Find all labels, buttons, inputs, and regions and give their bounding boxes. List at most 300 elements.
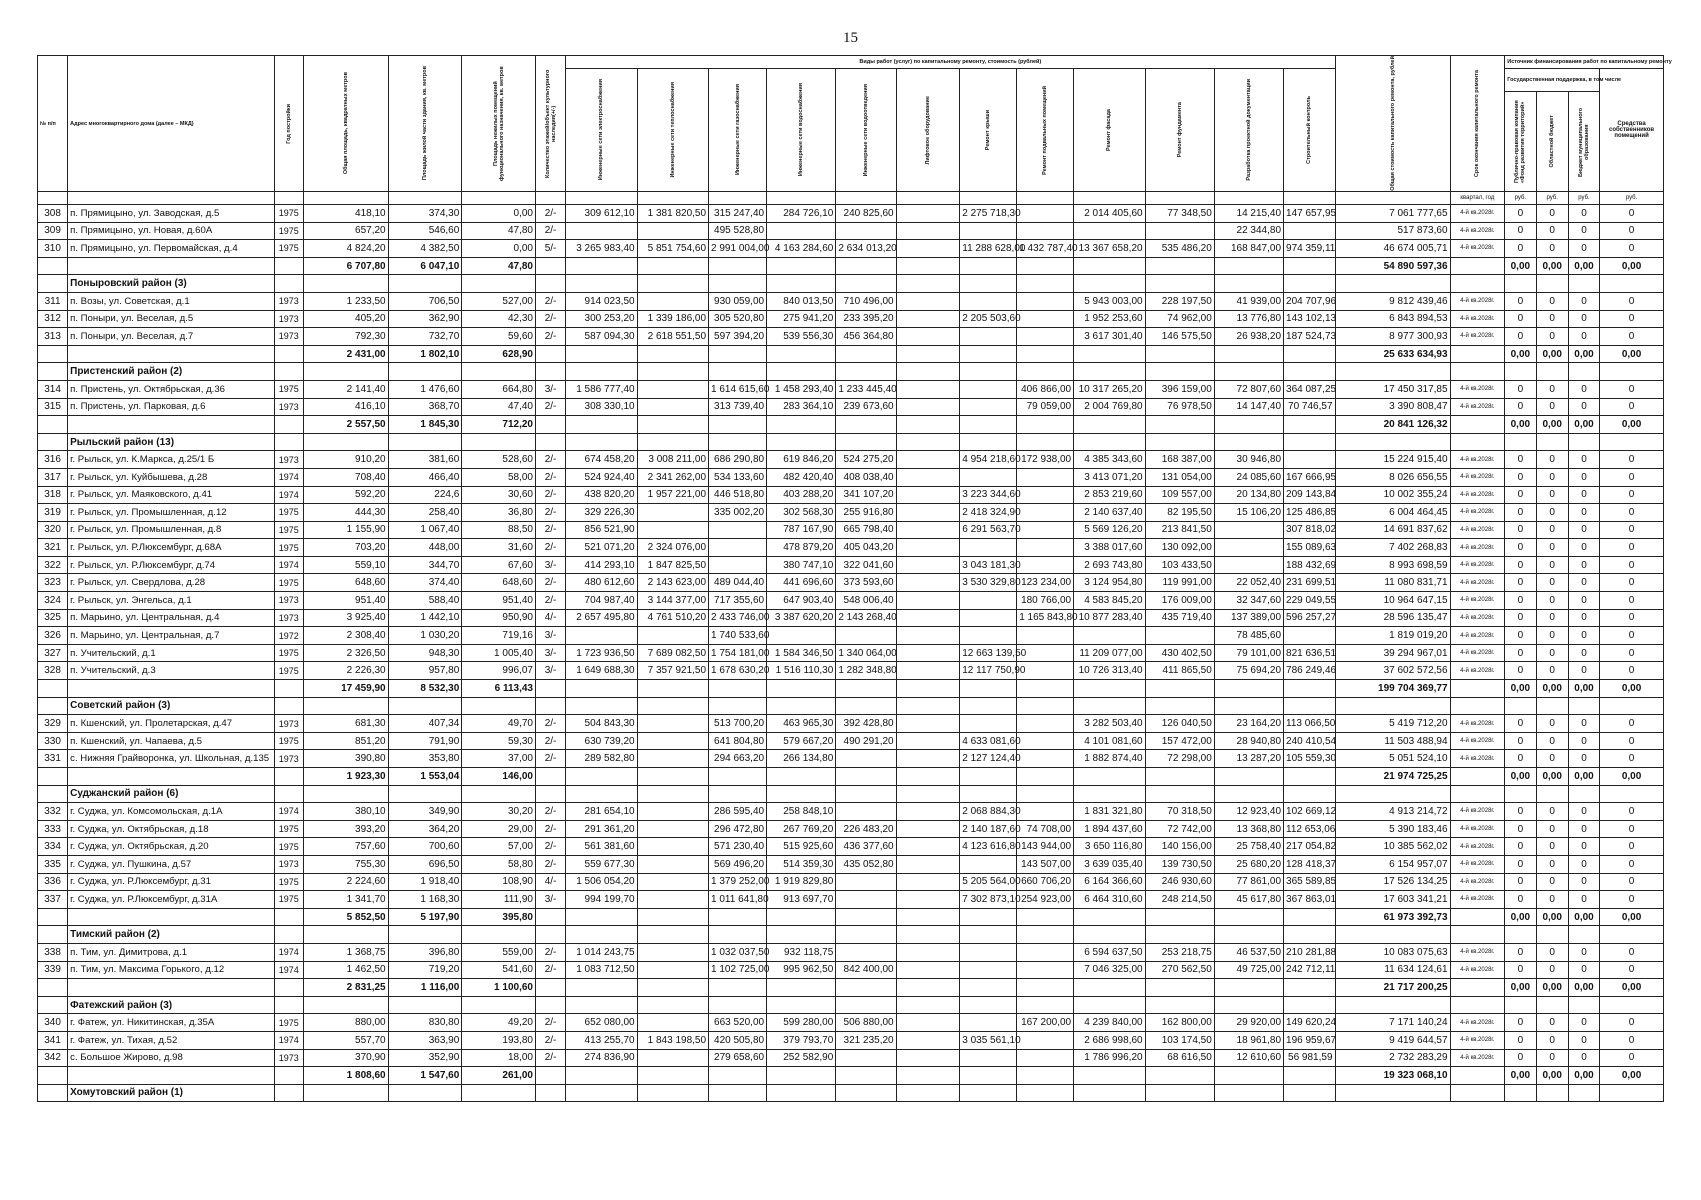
district-blank [960, 433, 1017, 451]
work-roof [960, 592, 1017, 610]
fin-regional: 0 [1536, 205, 1568, 223]
work-electric: 504 843,30 [566, 715, 637, 733]
district-blank [274, 996, 303, 1014]
total-cost-sum: 199 704 369,77 [1335, 680, 1450, 698]
row-nonres-area: 37,00 [462, 750, 536, 768]
district-blank [637, 275, 708, 293]
total-blank [274, 908, 303, 926]
work-roof [960, 292, 1017, 310]
work-roof: 3 530 329,80 [960, 574, 1017, 592]
work-gas: 571 230,40 [709, 838, 767, 856]
row-floors: 4/- [535, 609, 565, 627]
work-water: 302 568,30 [767, 504, 836, 522]
district-name: Хомутовский район (1) [68, 1084, 275, 1102]
work-basement [1017, 803, 1074, 821]
district-blank [462, 996, 536, 1014]
row-nonres-area: 719,16 [462, 627, 536, 645]
row-total-cost: 517 873,60 [1335, 222, 1450, 240]
district-blank [388, 785, 462, 803]
work-heat [637, 838, 708, 856]
district-blank [836, 926, 896, 944]
header-nonres-area: Площадь нежилых помещений функционального назначения, кв. метров [462, 56, 536, 192]
row-year: 1975 [274, 891, 303, 909]
row-year: 1975 [274, 539, 303, 557]
row-total-cost: 8 026 656,55 [1335, 468, 1450, 486]
work-foundation: 411 865,50 [1145, 662, 1214, 680]
total-blank [566, 768, 637, 786]
row-nonres-area: 0,00 [462, 205, 536, 223]
district-blank [637, 697, 708, 715]
fin-municipal: 0 [1568, 240, 1599, 258]
work-water: 379 793,70 [767, 1031, 836, 1049]
row-floors: 2/- [535, 820, 565, 838]
total-blank [767, 680, 836, 698]
work-sewer: 490 291,20 [836, 732, 896, 750]
total-blank [960, 257, 1017, 275]
work-roof: 6 291 563,70 [960, 521, 1017, 539]
district-blank [303, 996, 388, 1014]
row-number: 332 [38, 803, 68, 821]
fin-owners: 0 [1600, 504, 1664, 522]
work-lift [896, 732, 960, 750]
work-sewer: 240 825,60 [836, 205, 896, 223]
row-total-area: 1 368,75 [303, 943, 388, 961]
total-blank [566, 1067, 637, 1085]
fin-owners: 0 [1600, 539, 1664, 557]
total-blank [1145, 345, 1214, 363]
district-blank [896, 785, 960, 803]
work-gas: 597 394,20 [709, 328, 767, 346]
row-deadline: 4-й кв.2028г. [1450, 820, 1505, 838]
row-address: п. Кшенский, ул. Пролетарская, д.47 [68, 715, 275, 733]
work-design: 25 680,20 [1214, 855, 1283, 873]
header-state-support: Государственная поддержка, в том числе [1505, 69, 1600, 92]
work-facade: 5 943 003,00 [1074, 292, 1145, 310]
work-basement: 180 766,00 [1017, 592, 1074, 610]
total-cost-sum: 21 717 200,25 [1335, 979, 1450, 997]
work-gas: 1 740 533,60 [709, 627, 767, 645]
row-floors: 2/- [535, 574, 565, 592]
work-sewer [836, 222, 896, 240]
total-blank [274, 345, 303, 363]
work-electric: 561 381,60 [566, 838, 637, 856]
district-blank [1505, 363, 1536, 381]
total-blank [535, 416, 565, 434]
district-blank [1536, 926, 1568, 944]
work-facade: 3 650 116,80 [1074, 838, 1145, 856]
district-blank [1600, 697, 1664, 715]
row-address: г. Суджа, ул. Р.Люксембург, д.31А [68, 891, 275, 909]
work-water: 258 848,10 [767, 803, 836, 821]
row-deadline: 4-й кв.2028г. [1450, 292, 1505, 310]
work-basement [1017, 486, 1074, 504]
district-blank [1505, 697, 1536, 715]
total-blank [38, 345, 68, 363]
district-blank [274, 433, 303, 451]
work-gas: 930 059,00 [709, 292, 767, 310]
district-blank [1505, 996, 1536, 1014]
district-blank [535, 697, 565, 715]
living-area-sum: 8 532,30 [388, 680, 462, 698]
work-sewer [836, 750, 896, 768]
work-heat [637, 820, 708, 838]
district-blank [274, 1084, 303, 1102]
header-work-design: Разработка проектной документации [1214, 69, 1283, 192]
total-cost-sum: 21 974 725,25 [1335, 768, 1450, 786]
work-lift [896, 627, 960, 645]
district-blank [462, 1084, 536, 1102]
row-living-area: 448,00 [388, 539, 462, 557]
work-facade: 4 239 840,00 [1074, 1014, 1145, 1032]
work-roof: 2 068 884,30 [960, 803, 1017, 821]
row-floors: 2/- [535, 398, 565, 416]
row-total-cost: 17 603 341,21 [1335, 891, 1450, 909]
district-blank [1536, 996, 1568, 1014]
work-lift [896, 328, 960, 346]
row-address: п. Прямицыно, ул. Заводская, д.5 [68, 205, 275, 223]
row-address: п. Поныри, ул. Веселая, д.5 [68, 310, 275, 328]
fin-sum-owners: 0,00 [1600, 680, 1664, 698]
district-blank [896, 926, 960, 944]
work-design: 28 940,80 [1214, 732, 1283, 750]
work-foundation: 140 156,00 [1145, 838, 1214, 856]
work-control: 204 707,96 [1284, 292, 1336, 310]
row-year: 1975 [274, 644, 303, 662]
row-number: 313 [38, 328, 68, 346]
fin-municipal: 0 [1568, 574, 1599, 592]
district-blank [1145, 926, 1214, 944]
total-blank [836, 345, 896, 363]
total-blank [1214, 768, 1283, 786]
row-address: п. Поныри, ул. Веселая, д.7 [68, 328, 275, 346]
total-row [38, 345, 1664, 363]
work-gas: 305 520,80 [709, 310, 767, 328]
work-sewer: 255 916,80 [836, 504, 896, 522]
row-total-cost: 5 419 712,20 [1335, 715, 1450, 733]
work-design: 12 610,60 [1214, 1049, 1283, 1067]
fin-sum-fund: 0,00 [1505, 416, 1536, 434]
row-number: 309 [38, 222, 68, 240]
district-blank [896, 1084, 960, 1102]
work-foundation: 157 472,00 [1145, 732, 1214, 750]
total-blank [566, 979, 637, 997]
work-gas: 2 991 004,00 [709, 240, 767, 258]
total-blank [566, 908, 637, 926]
row-number: 322 [38, 556, 68, 574]
living-area-sum: 1 845,30 [388, 416, 462, 434]
work-facade: 3 413 071,20 [1074, 468, 1145, 486]
table-row [38, 715, 1664, 733]
total-blank [896, 345, 960, 363]
work-lift [896, 222, 960, 240]
work-facade: 2 004 769,80 [1074, 398, 1145, 416]
row-nonres-area: 0,00 [462, 240, 536, 258]
fin-regional: 0 [1536, 539, 1568, 557]
district-row [38, 1084, 1664, 1102]
header-work-facade: Ремонт фасада [1074, 69, 1145, 192]
living-area-sum: 1 116,00 [388, 979, 462, 997]
row-living-area: 381,60 [388, 451, 462, 469]
district-blank [1536, 433, 1568, 451]
work-control: 307 818,02 [1284, 521, 1336, 539]
district-blank [1335, 275, 1450, 293]
work-control: 229 049,55 [1284, 592, 1336, 610]
header-work-roof: Ремонт крыши [960, 69, 1017, 192]
total-blank [1074, 768, 1145, 786]
district-blank [38, 785, 68, 803]
district-blank [1074, 697, 1145, 715]
row-number: 323 [38, 574, 68, 592]
row-floors: 2/- [535, 328, 565, 346]
row-year: 1975 [274, 222, 303, 240]
row-living-area: 732,70 [388, 328, 462, 346]
work-design: 168 847,00 [1214, 240, 1283, 258]
fin-owners: 0 [1600, 1031, 1664, 1049]
work-basement: 74 708,00 [1017, 820, 1074, 838]
work-electric: 3 265 983,40 [566, 240, 637, 258]
district-blank [1450, 926, 1505, 944]
row-deadline: 4-й кв.2028г. [1450, 521, 1505, 539]
work-foundation: 396 159,00 [1145, 380, 1214, 398]
fin-regional: 0 [1536, 328, 1568, 346]
total-blank [896, 1067, 960, 1085]
work-foundation: 162 800,00 [1145, 1014, 1214, 1032]
work-lift [896, 891, 960, 909]
work-roof: 2 127 124,40 [960, 750, 1017, 768]
district-blank [767, 697, 836, 715]
work-lift [896, 662, 960, 680]
header-work-control: Строительный контроль [1284, 69, 1336, 192]
work-foundation [1145, 627, 1214, 645]
fin-municipal: 0 [1568, 504, 1599, 522]
row-total-area: 418,10 [303, 205, 388, 223]
row-year: 1975 [274, 240, 303, 258]
fin-regional: 0 [1536, 222, 1568, 240]
row-year: 1975 [274, 820, 303, 838]
table-row [38, 468, 1664, 486]
row-year: 1975 [274, 732, 303, 750]
work-gas: 1 032 037,50 [709, 943, 767, 961]
total-blank [637, 257, 708, 275]
total-blank [68, 979, 275, 997]
row-nonres-area: 951,40 [462, 592, 536, 610]
work-control: 128 418,37 [1284, 855, 1336, 873]
row-address: г. Суджа, ул. Комсомольская, д.1А [68, 803, 275, 821]
row-total-area: 951,40 [303, 592, 388, 610]
row-deadline: 4-й кв.2028г. [1450, 240, 1505, 258]
row-year: 1973 [274, 715, 303, 733]
work-water [767, 627, 836, 645]
row-floors: 2/- [535, 943, 565, 961]
work-gas: 420 505,80 [709, 1031, 767, 1049]
work-electric: 652 080,00 [566, 1014, 637, 1032]
row-address: г. Суджа, ул. Октябрьская, д.20 [68, 838, 275, 856]
fin-owners: 0 [1600, 468, 1664, 486]
district-blank [388, 926, 462, 944]
work-foundation: 228 197,50 [1145, 292, 1214, 310]
district-blank [767, 785, 836, 803]
total-blank [38, 416, 68, 434]
work-water: 380 747,10 [767, 556, 836, 574]
fin-regional: 0 [1536, 961, 1568, 979]
district-blank [1074, 275, 1145, 293]
row-total-cost: 5 051 524,10 [1335, 750, 1450, 768]
row-floors: 3/- [535, 891, 565, 909]
unit-rub: руб. [1505, 192, 1536, 205]
work-design: 13 776,80 [1214, 310, 1283, 328]
work-roof [960, 715, 1017, 733]
row-total-area: 2 326,50 [303, 644, 388, 662]
total-blank [1450, 1067, 1505, 1085]
district-blank [1568, 996, 1599, 1014]
work-foundation: 168 387,00 [1145, 451, 1214, 469]
fin-owners: 0 [1600, 592, 1664, 610]
work-basement [1017, 328, 1074, 346]
row-total-cost: 46 674 005,71 [1335, 240, 1450, 258]
work-foundation: 77 348,50 [1145, 205, 1214, 223]
fin-municipal: 0 [1568, 644, 1599, 662]
work-electric: 309 612,10 [566, 205, 637, 223]
total-blank [1450, 768, 1505, 786]
fin-sum-owners: 0,00 [1600, 416, 1664, 434]
fin-owners: 0 [1600, 803, 1664, 821]
total-blank [1284, 1067, 1336, 1085]
district-blank [1214, 275, 1283, 293]
work-facade: 1 882 874,40 [1074, 750, 1145, 768]
work-basement [1017, 715, 1074, 733]
district-blank [1600, 363, 1664, 381]
row-living-area: 791,90 [388, 732, 462, 750]
fin-sum-fund: 0,00 [1505, 979, 1536, 997]
work-heat: 3 144 377,00 [637, 592, 708, 610]
row-total-area: 708,40 [303, 468, 388, 486]
row-address: с. Нижняя Грайворонка, ул. Школьная, д.135 [68, 750, 275, 768]
work-electric: 1 083 712,50 [566, 961, 637, 979]
total-blank [38, 680, 68, 698]
district-blank [896, 275, 960, 293]
row-nonres-area: 36,80 [462, 504, 536, 522]
work-design: 14 215,40 [1214, 205, 1283, 223]
district-name: Советский район (3) [68, 697, 275, 715]
work-roof: 2 205 503,60 [960, 310, 1017, 328]
work-water: 1 584 346,50 [767, 644, 836, 662]
work-control: 113 066,50 [1284, 715, 1336, 733]
fin-fund: 0 [1505, 873, 1536, 891]
fin-regional: 0 [1536, 803, 1568, 821]
fin-sum-owners: 0,00 [1600, 768, 1664, 786]
row-floors: 2/- [535, 961, 565, 979]
work-water: 266 134,80 [767, 750, 836, 768]
work-facade: 3 639 035,40 [1074, 855, 1145, 873]
row-living-area: 362,90 [388, 310, 462, 328]
work-heat [637, 380, 708, 398]
fin-owners: 0 [1600, 310, 1664, 328]
work-heat [637, 521, 708, 539]
district-blank [960, 1084, 1017, 1102]
living-area-sum: 1 547,60 [388, 1067, 462, 1085]
district-blank [896, 697, 960, 715]
row-deadline: 4-й кв.2028г. [1450, 715, 1505, 733]
total-area-sum: 5 852,50 [303, 908, 388, 926]
work-lift [896, 380, 960, 398]
work-water: 482 420,40 [767, 468, 836, 486]
work-foundation: 103 174,50 [1145, 1031, 1214, 1049]
row-total-area: 657,20 [303, 222, 388, 240]
row-living-area: 1 442,10 [388, 609, 462, 627]
work-foundation: 74 962,00 [1145, 310, 1214, 328]
fin-fund: 0 [1505, 468, 1536, 486]
fin-fund: 0 [1505, 644, 1536, 662]
fin-fund: 0 [1505, 943, 1536, 961]
fin-fund: 0 [1505, 556, 1536, 574]
nonres-area-sum: 712,20 [462, 416, 536, 434]
fin-owners: 0 [1600, 556, 1664, 574]
total-area-sum: 2 831,25 [303, 979, 388, 997]
fin-regional: 0 [1536, 380, 1568, 398]
header-owners-funds: Средства собственников помещений [1600, 69, 1664, 192]
row-year: 1975 [274, 380, 303, 398]
total-blank [274, 416, 303, 434]
row-total-area: 416,10 [303, 398, 388, 416]
work-lift [896, 855, 960, 873]
fin-fund: 0 [1505, 398, 1536, 416]
work-control [1284, 222, 1336, 240]
district-row [38, 363, 1664, 381]
total-blank [709, 768, 767, 786]
total-blank [637, 1067, 708, 1085]
header-living-area: Площадь жилой части здания, кв. метров [388, 56, 462, 192]
district-blank [767, 1084, 836, 1102]
row-living-area: 407,34 [388, 715, 462, 733]
row-total-cost: 9 419 644,57 [1335, 1031, 1450, 1049]
total-blank [1214, 1067, 1283, 1085]
district-blank [836, 1084, 896, 1102]
row-year: 1973 [274, 292, 303, 310]
row-floors: 2/- [535, 539, 565, 557]
district-blank [1017, 1084, 1074, 1102]
fin-regional: 0 [1536, 891, 1568, 909]
row-total-cost: 6 004 464,45 [1335, 504, 1450, 522]
row-total-area: 592,20 [303, 486, 388, 504]
work-design: 22 052,40 [1214, 574, 1283, 592]
fin-regional: 0 [1536, 855, 1568, 873]
row-living-area: 368,70 [388, 398, 462, 416]
work-lift [896, 556, 960, 574]
fin-municipal: 0 [1568, 820, 1599, 838]
district-blank [1568, 433, 1599, 451]
row-living-area: 706,50 [388, 292, 462, 310]
work-gas: 1 379 252,00 [709, 873, 767, 891]
work-lift [896, 240, 960, 258]
district-blank [1214, 433, 1283, 451]
fin-fund: 0 [1505, 609, 1536, 627]
work-design: 26 938,20 [1214, 328, 1283, 346]
work-roof [960, 1014, 1017, 1032]
district-blank [1505, 1084, 1536, 1102]
district-blank [836, 433, 896, 451]
district-blank [1536, 275, 1568, 293]
total-cost-sum: 19 323 068,10 [1335, 1067, 1450, 1085]
work-roof [960, 609, 1017, 627]
row-total-area: 393,20 [303, 820, 388, 838]
work-roof [960, 1049, 1017, 1067]
total-blank [637, 416, 708, 434]
district-blank [1600, 926, 1664, 944]
work-control: 56 981,59 [1284, 1049, 1336, 1067]
work-basement [1017, 292, 1074, 310]
fin-sum-municipal: 0,00 [1568, 768, 1599, 786]
district-blank [1214, 697, 1283, 715]
